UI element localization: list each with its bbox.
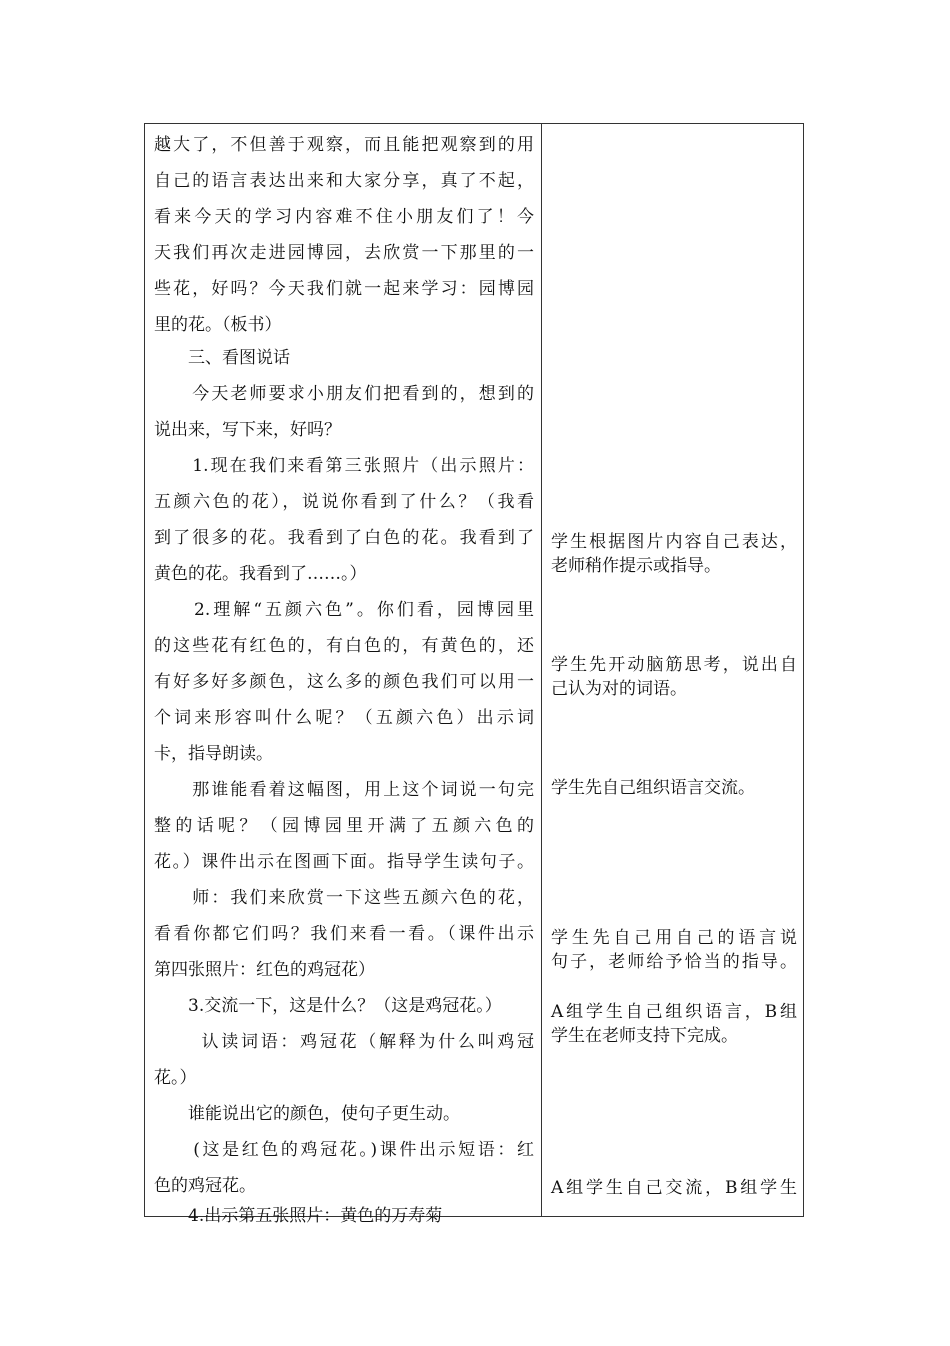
text-line: 师：我们来欣赏一下这些五颜六色的花，	[154, 888, 534, 908]
text-line: 4.出示第五张照片：黄色的万寿菊	[154, 1206, 443, 1226]
text-line: 色的鸡冠花。	[154, 1176, 256, 1196]
text-line: 的这些花有红色的，有白色的，有黄色的，还	[154, 636, 534, 656]
text-line: 些花，好吗？今天我们就一起来学习：园博园	[154, 279, 534, 299]
text-line: 认读词语：鸡冠花（解释为什么叫鸡冠	[154, 1032, 534, 1052]
text-line: 有好多好多颜色，这么多的颜色我们可以用一	[154, 672, 534, 692]
text-line: 越大了，不但善于观察，而且能把观察到的用	[154, 135, 534, 155]
note-line: 句子，老师给予恰当的指导。	[551, 952, 797, 972]
note-line: 学生先开动脑筋思考，说出自	[551, 655, 797, 675]
section-heading: 三、看图说话	[154, 348, 290, 368]
text-line: 说出来，写下来，好吗？	[154, 420, 341, 440]
text-line: 第四张照片：红色的鸡冠花）	[154, 960, 375, 980]
note-line: 学生先自己组织语言交流。	[551, 778, 755, 798]
note-line: 己认为对的词语。	[551, 679, 687, 699]
note-line: A组学生自己交流，B组学生	[551, 1178, 797, 1198]
text-line: 今天老师要求小朋友们把看到的，想到的	[154, 384, 534, 404]
note-line: 老师稍作提示或指导。	[551, 556, 721, 576]
text-line: 到了很多的花。我看到了白色的花。我看到了	[154, 528, 534, 548]
note-line: A组学生自己组织语言，B组	[551, 1002, 797, 1022]
note-line: 学生根据图片内容自己表达，	[551, 532, 797, 552]
note-line: 学生先自己用自己的语言说	[551, 928, 797, 948]
text-line: 天我们再次走进园博园，去欣赏一下那里的一	[154, 243, 534, 263]
lesson-plan-table	[144, 123, 804, 1226]
text-line: 个词来形容叫什么呢？（五颜六色）出示词	[154, 708, 534, 728]
text-line: 黄色的花。我看到了……。）	[154, 564, 367, 584]
text-line: 看来今天的学习内容难不住小朋友们了！今	[154, 207, 534, 227]
text-line: 2.理解“五颜六色”。你们看，园博园里	[154, 600, 534, 620]
note-line: 学生在老师支持下完成。	[551, 1026, 738, 1046]
column-divider	[541, 124, 542, 1216]
text-line: 那谁能看着这幅图，用上这个词说一句完	[154, 780, 534, 800]
text-line: 花。）	[154, 1068, 197, 1088]
text-line: 整的话呢？（园博园里开满了五颜六色的	[154, 816, 534, 836]
text-line: 花。）课件出示在图画下面。指导学生读句子。	[154, 852, 534, 872]
text-line: 谁能说出它的颜色，使句子更生动。	[154, 1104, 460, 1124]
text-line: 3.交流一下，这是什么？（这是鸡冠花。）	[154, 996, 502, 1016]
text-line: 自己的语言表达出来和大家分享，真了不起，	[154, 171, 534, 191]
text-line: 里的花。（板书）	[154, 315, 282, 335]
text-line: (这是红色的鸡冠花。)课件出示短语：红	[154, 1140, 534, 1160]
text-line: 卡，指导朗读。	[154, 744, 273, 764]
text-line: 五颜六色的花），说说你看到了什么？（我看	[154, 492, 534, 512]
text-line: 1.现在我们来看第三张照片（出示照片：	[154, 456, 534, 476]
text-line: 看看你都它们吗？我们来看一看。（课件出示	[154, 924, 534, 944]
